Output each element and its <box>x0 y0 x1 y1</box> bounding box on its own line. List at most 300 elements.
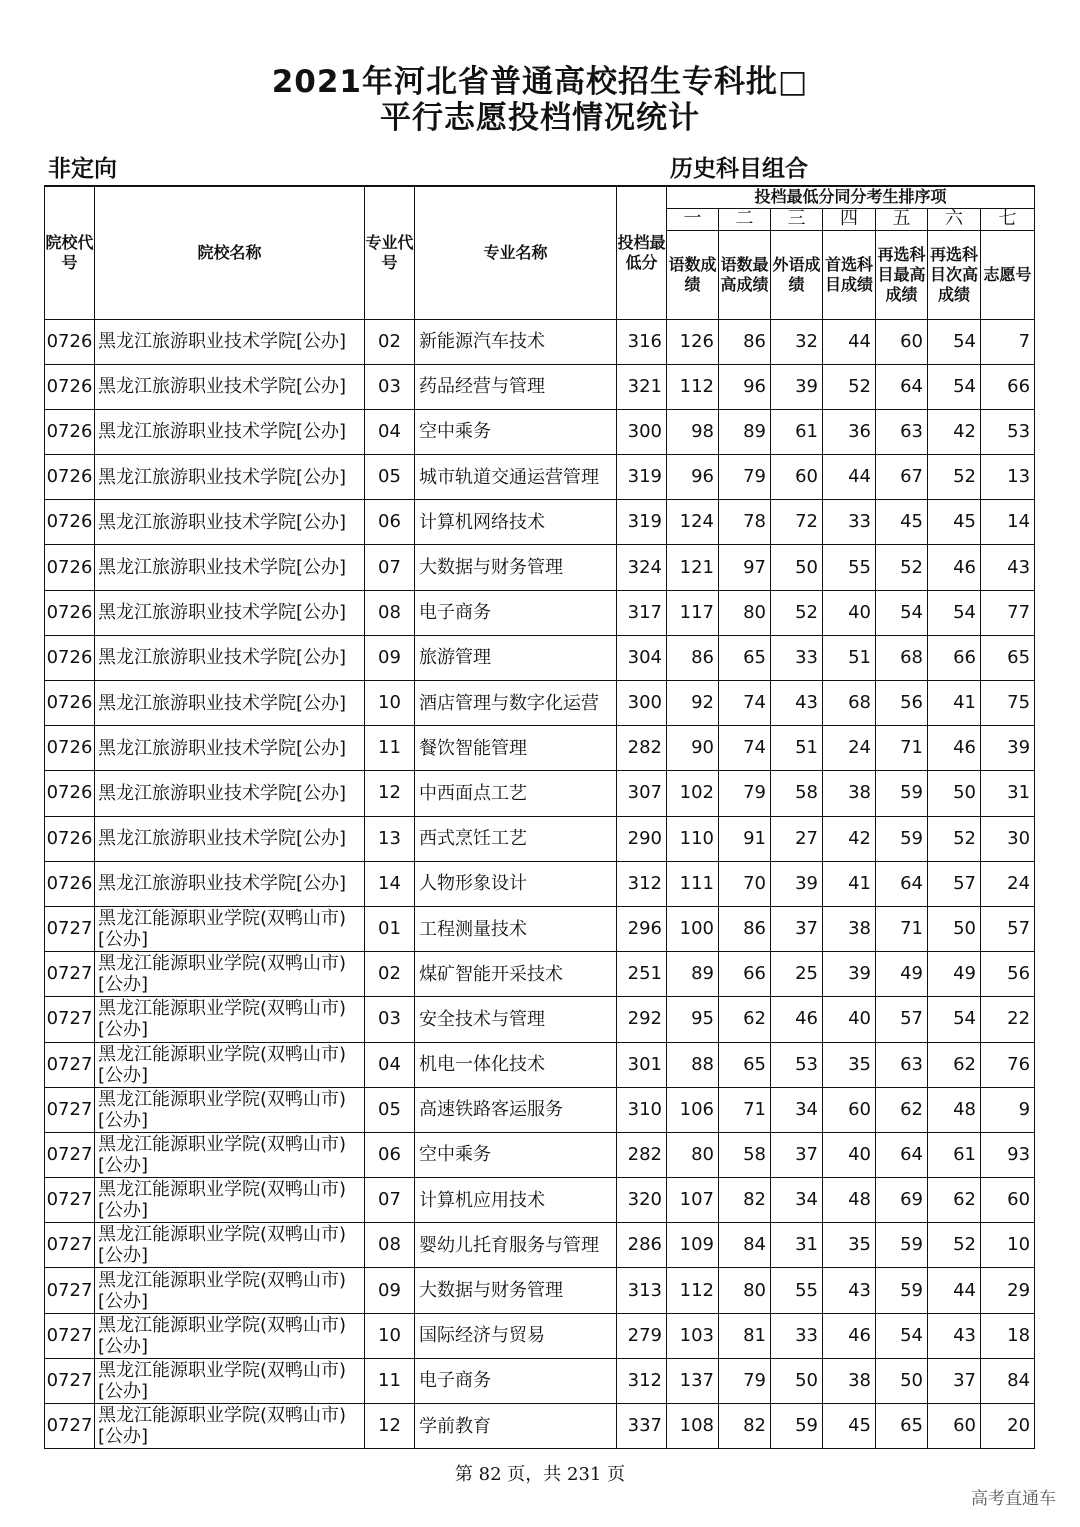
tiebreak-3-cell: 53 <box>771 1042 823 1087</box>
tiebreak-4-cell: 40 <box>823 1132 876 1177</box>
tiebreak-6-cell: 48 <box>928 1087 981 1132</box>
school-code-cell: 0727 <box>45 1358 95 1403</box>
tiebreak-3-cell: 37 <box>771 906 823 951</box>
tiebreak-6-cell: 43 <box>928 1313 981 1358</box>
tiebreak-1-cell: 106 <box>667 1087 719 1132</box>
min-score-cell: 313 <box>617 1268 667 1313</box>
tiebreak-7-cell: 13 <box>981 455 1035 500</box>
header-tiebreak-group: 投档最低分同分考生排序项 <box>667 186 1035 208</box>
tiebreak-2-cell: 71 <box>719 1087 771 1132</box>
tiebreak-4-cell: 46 <box>823 1313 876 1358</box>
major-name-cell: 高速铁路客运服务 <box>415 1087 617 1132</box>
school-code-cell: 0727 <box>45 1313 95 1358</box>
min-score-cell: 282 <box>617 726 667 771</box>
tiebreak-7-cell: 14 <box>981 500 1035 545</box>
school-code-cell: 0726 <box>45 635 95 680</box>
subject-combination-label: 历史科目组合 <box>670 156 808 182</box>
major-name-cell: 学前教育 <box>415 1404 617 1449</box>
tiebreak-1-cell: 112 <box>667 1268 719 1313</box>
tiebreak-5-cell: 54 <box>876 1313 928 1358</box>
school-code-cell: 0726 <box>45 545 95 590</box>
tiebreak-3-cell: 61 <box>771 409 823 454</box>
tiebreak-4-cell: 35 <box>823 1223 876 1268</box>
tiebreak-1-cell: 107 <box>667 1178 719 1223</box>
tiebreak-4-cell: 36 <box>823 409 876 454</box>
tiebreak-7-cell: 24 <box>981 861 1035 906</box>
tiebreak-2-cell: 97 <box>719 545 771 590</box>
school-name-cell: 黑龙江能源职业学院(双鸭山市)[公办] <box>95 1404 365 1449</box>
tiebreak-6-cell: 44 <box>928 1268 981 1313</box>
tiebreak-7-cell: 93 <box>981 1132 1035 1177</box>
tiebreak-1-cell: 95 <box>667 997 719 1042</box>
tiebreak-5-cell: 62 <box>876 1087 928 1132</box>
school-code-cell: 0726 <box>45 771 95 816</box>
table-row <box>45 1178 1035 1223</box>
tiebreak-5-cell: 52 <box>876 545 928 590</box>
major-code-cell: 11 <box>365 726 415 771</box>
tiebreak-1-cell: 90 <box>667 726 719 771</box>
tiebreak-3-cell: 34 <box>771 1178 823 1223</box>
major-name-cell: 电子商务 <box>415 590 617 635</box>
tiebreak-5-cell: 59 <box>876 1223 928 1268</box>
major-code-cell: 06 <box>365 1132 415 1177</box>
table-row <box>45 1268 1035 1313</box>
tiebreak-1-cell: 98 <box>667 409 719 454</box>
min-score-cell: 300 <box>617 681 667 726</box>
header-tiebreak-2: 语数最高成绩 <box>719 230 771 319</box>
tiebreak-4-cell: 38 <box>823 771 876 816</box>
min-score-cell: 279 <box>617 1313 667 1358</box>
tiebreak-2-cell: 82 <box>719 1404 771 1449</box>
tiebreak-6-cell: 62 <box>928 1042 981 1087</box>
tiebreak-1-cell: 110 <box>667 816 719 861</box>
page-title-line2: 平行志愿投档情况统计 <box>380 100 700 136</box>
min-score-cell: 310 <box>617 1087 667 1132</box>
major-code-cell: 02 <box>365 319 415 364</box>
tiebreak-6-cell: 62 <box>928 1178 981 1223</box>
major-code-cell: 09 <box>365 635 415 680</box>
tiebreak-2-cell: 80 <box>719 1268 771 1313</box>
major-code-cell: 04 <box>365 1042 415 1087</box>
tiebreak-7-cell: 56 <box>981 952 1035 997</box>
major-code-cell: 05 <box>365 1087 415 1132</box>
tiebreak-4-cell: 43 <box>823 1268 876 1313</box>
tiebreak-4-cell: 68 <box>823 681 876 726</box>
school-code-cell: 0727 <box>45 906 95 951</box>
school-code-cell: 0727 <box>45 1132 95 1177</box>
tiebreak-5-cell: 68 <box>876 635 928 680</box>
school-code-cell: 0727 <box>45 1223 95 1268</box>
tiebreak-2-cell: 74 <box>719 726 771 771</box>
tiebreak-6-cell: 66 <box>928 635 981 680</box>
major-name-cell: 城市轨道交通运营管理 <box>415 455 617 500</box>
tiebreak-6-cell: 54 <box>928 319 981 364</box>
school-name-cell: 黑龙江旅游职业技术学院[公办] <box>95 816 365 861</box>
min-score-cell: 312 <box>617 861 667 906</box>
tiebreak-5-cell: 50 <box>876 1358 928 1403</box>
tiebreak-4-cell: 40 <box>823 590 876 635</box>
major-name-cell: 大数据与财务管理 <box>415 545 617 590</box>
tiebreak-3-cell: 37 <box>771 1132 823 1177</box>
school-code-cell: 0726 <box>45 590 95 635</box>
min-score-cell: 321 <box>617 364 667 409</box>
major-name-cell: 工程测量技术 <box>415 906 617 951</box>
tiebreak-3-cell: 34 <box>771 1087 823 1132</box>
header-tiebreak-5: 再选科目最高成绩 <box>876 230 928 319</box>
tiebreak-3-cell: 60 <box>771 455 823 500</box>
tiebreak-2-cell: 79 <box>719 455 771 500</box>
school-code-cell: 0727 <box>45 952 95 997</box>
tiebreak-1-cell: 124 <box>667 500 719 545</box>
major-name-cell: 计算机网络技术 <box>415 500 617 545</box>
major-name-cell: 人物形象设计 <box>415 861 617 906</box>
school-name-cell: 黑龙江旅游职业技术学院[公办] <box>95 681 365 726</box>
header-order-3: 三 <box>771 208 823 230</box>
tiebreak-6-cell: 60 <box>928 1404 981 1449</box>
school-name-cell: 黑龙江能源职业学院(双鸭山市)[公办] <box>95 1313 365 1358</box>
tiebreak-4-cell: 55 <box>823 545 876 590</box>
tiebreak-2-cell: 70 <box>719 861 771 906</box>
min-score-cell: 301 <box>617 1042 667 1087</box>
table-row <box>45 726 1035 771</box>
tiebreak-6-cell: 50 <box>928 906 981 951</box>
table-row <box>45 1358 1035 1403</box>
tiebreak-3-cell: 50 <box>771 1358 823 1403</box>
tiebreak-3-cell: 46 <box>771 997 823 1042</box>
table-row <box>45 364 1035 409</box>
major-name-cell: 婴幼儿托育服务与管理 <box>415 1223 617 1268</box>
school-name-cell: 黑龙江能源职业学院(双鸭山市)[公办] <box>95 1132 365 1177</box>
tiebreak-4-cell: 52 <box>823 364 876 409</box>
school-code-cell: 0726 <box>45 861 95 906</box>
tiebreak-6-cell: 50 <box>928 771 981 816</box>
tiebreak-1-cell: 89 <box>667 952 719 997</box>
tiebreak-1-cell: 109 <box>667 1223 719 1268</box>
tiebreak-1-cell: 126 <box>667 319 719 364</box>
tiebreak-6-cell: 42 <box>928 409 981 454</box>
tiebreak-7-cell: 22 <box>981 997 1035 1042</box>
tiebreak-2-cell: 96 <box>719 364 771 409</box>
tiebreak-3-cell: 39 <box>771 861 823 906</box>
table-row <box>45 500 1035 545</box>
major-code-cell: 09 <box>365 1268 415 1313</box>
major-code-cell: 13 <box>365 816 415 861</box>
tiebreak-7-cell: 84 <box>981 1358 1035 1403</box>
tiebreak-5-cell: 63 <box>876 1042 928 1087</box>
tiebreak-1-cell: 88 <box>667 1042 719 1087</box>
tiebreak-3-cell: 72 <box>771 500 823 545</box>
header-tiebreak-3: 外语成绩 <box>771 230 823 319</box>
category-label: 非定向 <box>48 156 117 182</box>
tiebreak-2-cell: 80 <box>719 590 771 635</box>
tiebreak-2-cell: 81 <box>719 1313 771 1358</box>
school-name-cell: 黑龙江旅游职业技术学院[公办] <box>95 726 365 771</box>
tiebreak-3-cell: 59 <box>771 1404 823 1449</box>
table-row <box>45 681 1035 726</box>
major-name-cell: 药品经营与管理 <box>415 364 617 409</box>
header-school-code: 院校代号 <box>45 186 95 319</box>
min-score-cell: 316 <box>617 319 667 364</box>
table-row <box>45 409 1035 454</box>
tiebreak-7-cell: 29 <box>981 1268 1035 1313</box>
tiebreak-4-cell: 44 <box>823 319 876 364</box>
min-score-cell: 337 <box>617 1404 667 1449</box>
school-name-cell: 黑龙江能源职业学院(双鸭山市)[公办] <box>95 1223 365 1268</box>
tiebreak-7-cell: 20 <box>981 1404 1035 1449</box>
major-name-cell: 中西面点工艺 <box>415 771 617 816</box>
table-row <box>45 1087 1035 1132</box>
table-row <box>45 771 1035 816</box>
tiebreak-1-cell: 121 <box>667 545 719 590</box>
header-tiebreak-1: 语数成绩 <box>667 230 719 319</box>
tiebreak-5-cell: 71 <box>876 906 928 951</box>
tiebreak-2-cell: 86 <box>719 906 771 951</box>
school-code-cell: 0726 <box>45 681 95 726</box>
header-major-code: 专业代号 <box>365 186 415 319</box>
major-code-cell: 10 <box>365 681 415 726</box>
header-order-4: 四 <box>823 208 876 230</box>
school-name-cell: 黑龙江能源职业学院(双鸭山市)[公办] <box>95 952 365 997</box>
table-row <box>45 590 1035 635</box>
tiebreak-4-cell: 44 <box>823 455 876 500</box>
major-name-cell: 新能源汽车技术 <box>415 319 617 364</box>
tiebreak-3-cell: 27 <box>771 816 823 861</box>
tiebreak-5-cell: 69 <box>876 1178 928 1223</box>
tiebreak-6-cell: 54 <box>928 997 981 1042</box>
header-min-score: 投档最低分 <box>617 186 667 319</box>
table-row <box>45 816 1035 861</box>
min-score-cell: 319 <box>617 455 667 500</box>
tiebreak-7-cell: 39 <box>981 726 1035 771</box>
tiebreak-2-cell: 65 <box>719 1042 771 1087</box>
major-code-cell: 10 <box>365 1313 415 1358</box>
tiebreak-1-cell: 103 <box>667 1313 719 1358</box>
tiebreak-1-cell: 112 <box>667 364 719 409</box>
major-code-cell: 05 <box>365 455 415 500</box>
major-code-cell: 03 <box>365 364 415 409</box>
tiebreak-3-cell: 32 <box>771 319 823 364</box>
tiebreak-6-cell: 37 <box>928 1358 981 1403</box>
tiebreak-1-cell: 117 <box>667 590 719 635</box>
tiebreak-7-cell: 7 <box>981 319 1035 364</box>
school-name-cell: 黑龙江能源职业学院(双鸭山市)[公办] <box>95 1358 365 1403</box>
tiebreak-7-cell: 75 <box>981 681 1035 726</box>
tiebreak-6-cell: 52 <box>928 455 981 500</box>
tiebreak-3-cell: 33 <box>771 635 823 680</box>
min-score-cell: 312 <box>617 1358 667 1403</box>
tiebreak-4-cell: 40 <box>823 997 876 1042</box>
tiebreak-2-cell: 86 <box>719 319 771 364</box>
tiebreak-1-cell: 96 <box>667 455 719 500</box>
tiebreak-4-cell: 41 <box>823 861 876 906</box>
major-name-cell: 西式烹饪工艺 <box>415 816 617 861</box>
tiebreak-4-cell: 38 <box>823 1358 876 1403</box>
tiebreak-1-cell: 111 <box>667 861 719 906</box>
major-code-cell: 07 <box>365 1178 415 1223</box>
tiebreak-7-cell: 60 <box>981 1178 1035 1223</box>
tiebreak-6-cell: 52 <box>928 1223 981 1268</box>
tiebreak-5-cell: 60 <box>876 319 928 364</box>
school-code-cell: 0727 <box>45 1042 95 1087</box>
school-name-cell: 黑龙江旅游职业技术学院[公办] <box>95 590 365 635</box>
tiebreak-3-cell: 51 <box>771 726 823 771</box>
tiebreak-5-cell: 59 <box>876 771 928 816</box>
tiebreak-7-cell: 43 <box>981 545 1035 590</box>
min-score-cell: 282 <box>617 1132 667 1177</box>
school-code-cell: 0727 <box>45 1178 95 1223</box>
school-name-cell: 黑龙江旅游职业技术学院[公办] <box>95 409 365 454</box>
tiebreak-1-cell: 102 <box>667 771 719 816</box>
tiebreak-7-cell: 31 <box>981 771 1035 816</box>
tiebreak-4-cell: 33 <box>823 500 876 545</box>
tiebreak-2-cell: 89 <box>719 409 771 454</box>
major-name-cell: 酒店管理与数字化运营 <box>415 681 617 726</box>
tiebreak-5-cell: 45 <box>876 500 928 545</box>
tiebreak-7-cell: 30 <box>981 816 1035 861</box>
tiebreak-5-cell: 67 <box>876 455 928 500</box>
school-code-cell: 0726 <box>45 500 95 545</box>
school-code-cell: 0727 <box>45 1268 95 1313</box>
tiebreak-2-cell: 58 <box>719 1132 771 1177</box>
header-order-2: 二 <box>719 208 771 230</box>
table-body <box>45 319 1035 1449</box>
tiebreak-3-cell: 43 <box>771 681 823 726</box>
school-code-cell: 0727 <box>45 1087 95 1132</box>
table-row <box>45 861 1035 906</box>
major-code-cell: 11 <box>365 1358 415 1403</box>
tiebreak-6-cell: 57 <box>928 861 981 906</box>
major-code-cell: 02 <box>365 952 415 997</box>
tiebreak-5-cell: 64 <box>876 861 928 906</box>
tiebreak-6-cell: 61 <box>928 1132 981 1177</box>
major-code-cell: 03 <box>365 997 415 1042</box>
school-name-cell: 黑龙江能源职业学院(双鸭山市)[公办] <box>95 1087 365 1132</box>
header-order-1: 一 <box>667 208 719 230</box>
tiebreak-6-cell: 45 <box>928 500 981 545</box>
min-score-cell: 300 <box>617 409 667 454</box>
school-name-cell: 黑龙江旅游职业技术学院[公办] <box>95 635 365 680</box>
table-row <box>45 1313 1035 1358</box>
tiebreak-7-cell: 9 <box>981 1087 1035 1132</box>
header-school-name: 院校名称 <box>95 186 365 319</box>
school-name-cell: 黑龙江旅游职业技术学院[公办] <box>95 545 365 590</box>
min-score-cell: 296 <box>617 906 667 951</box>
tiebreak-4-cell: 45 <box>823 1404 876 1449</box>
school-name-cell: 黑龙江能源职业学院(双鸭山市)[公办] <box>95 1042 365 1087</box>
tiebreak-4-cell: 60 <box>823 1087 876 1132</box>
tiebreak-7-cell: 76 <box>981 1042 1035 1087</box>
table-row <box>45 997 1035 1042</box>
header-tiebreak-7: 志愿号 <box>981 230 1035 319</box>
school-name-cell: 黑龙江旅游职业技术学院[公办] <box>95 364 365 409</box>
header-tiebreak-6: 再选科目次高成绩 <box>928 230 981 319</box>
school-name-cell: 黑龙江旅游职业技术学院[公办] <box>95 861 365 906</box>
school-name-cell: 黑龙江能源职业学院(双鸭山市)[公办] <box>95 1268 365 1313</box>
major-code-cell: 14 <box>365 861 415 906</box>
tiebreak-3-cell: 33 <box>771 1313 823 1358</box>
major-name-cell: 煤矿智能开采技术 <box>415 952 617 997</box>
tiebreak-6-cell: 52 <box>928 816 981 861</box>
min-score-cell: 319 <box>617 500 667 545</box>
table-row <box>45 319 1035 364</box>
min-score-cell: 286 <box>617 1223 667 1268</box>
tiebreak-5-cell: 56 <box>876 681 928 726</box>
tiebreak-3-cell: 50 <box>771 545 823 590</box>
school-name-cell: 黑龙江旅游职业技术学院[公办] <box>95 455 365 500</box>
major-name-cell: 空中乘务 <box>415 409 617 454</box>
tiebreak-1-cell: 86 <box>667 635 719 680</box>
tiebreak-5-cell: 64 <box>876 1132 928 1177</box>
tiebreak-6-cell: 54 <box>928 364 981 409</box>
tiebreak-5-cell: 65 <box>876 1404 928 1449</box>
table-row <box>45 1404 1035 1449</box>
tiebreak-2-cell: 79 <box>719 1358 771 1403</box>
school-name-cell: 黑龙江旅游职业技术学院[公办] <box>95 500 365 545</box>
school-name-cell: 黑龙江能源职业学院(双鸭山市)[公办] <box>95 997 365 1042</box>
school-name-cell: 黑龙江旅游职业技术学院[公办] <box>95 319 365 364</box>
major-name-cell: 旅游管理 <box>415 635 617 680</box>
school-code-cell: 0727 <box>45 1404 95 1449</box>
school-code-cell: 0726 <box>45 726 95 771</box>
major-name-cell: 计算机应用技术 <box>415 1178 617 1223</box>
major-code-cell: 08 <box>365 590 415 635</box>
min-score-cell: 292 <box>617 997 667 1042</box>
tiebreak-6-cell: 46 <box>928 545 981 590</box>
tiebreak-1-cell: 92 <box>667 681 719 726</box>
major-name-cell: 大数据与财务管理 <box>415 1268 617 1313</box>
tiebreak-4-cell: 51 <box>823 635 876 680</box>
table-row <box>45 1042 1035 1087</box>
min-score-cell: 324 <box>617 545 667 590</box>
major-code-cell: 12 <box>365 771 415 816</box>
tiebreak-2-cell: 84 <box>719 1223 771 1268</box>
tiebreak-2-cell: 66 <box>719 952 771 997</box>
tiebreak-5-cell: 64 <box>876 364 928 409</box>
page-title-line1: 2021年河北省普通高校招生专科批□ <box>271 64 809 100</box>
tiebreak-2-cell: 78 <box>719 500 771 545</box>
min-score-cell: 251 <box>617 952 667 997</box>
table-row <box>45 1132 1035 1177</box>
tiebreak-6-cell: 46 <box>928 726 981 771</box>
tiebreak-3-cell: 55 <box>771 1268 823 1313</box>
major-name-cell: 电子商务 <box>415 1358 617 1403</box>
tiebreak-2-cell: 62 <box>719 997 771 1042</box>
tiebreak-4-cell: 39 <box>823 952 876 997</box>
tiebreak-5-cell: 54 <box>876 590 928 635</box>
tiebreak-7-cell: 65 <box>981 635 1035 680</box>
school-name-cell: 黑龙江旅游职业技术学院[公办] <box>95 771 365 816</box>
tiebreak-7-cell: 77 <box>981 590 1035 635</box>
min-score-cell: 290 <box>617 816 667 861</box>
school-name-cell: 黑龙江能源职业学院(双鸭山市)[公办] <box>95 1178 365 1223</box>
tiebreak-5-cell: 59 <box>876 1268 928 1313</box>
table-row <box>45 906 1035 951</box>
tiebreak-4-cell: 42 <box>823 816 876 861</box>
tiebreak-3-cell: 58 <box>771 771 823 816</box>
tiebreak-1-cell: 137 <box>667 1358 719 1403</box>
major-code-cell: 01 <box>365 906 415 951</box>
watermark: 高考直通车 <box>971 1489 1056 1509</box>
major-code-cell: 07 <box>365 545 415 590</box>
min-score-cell: 307 <box>617 771 667 816</box>
school-code-cell: 0726 <box>45 816 95 861</box>
tiebreak-1-cell: 80 <box>667 1132 719 1177</box>
header-order-7: 七 <box>981 208 1035 230</box>
tiebreak-5-cell: 59 <box>876 816 928 861</box>
school-code-cell: 0726 <box>45 319 95 364</box>
school-code-cell: 0727 <box>45 997 95 1042</box>
tiebreak-6-cell: 49 <box>928 952 981 997</box>
